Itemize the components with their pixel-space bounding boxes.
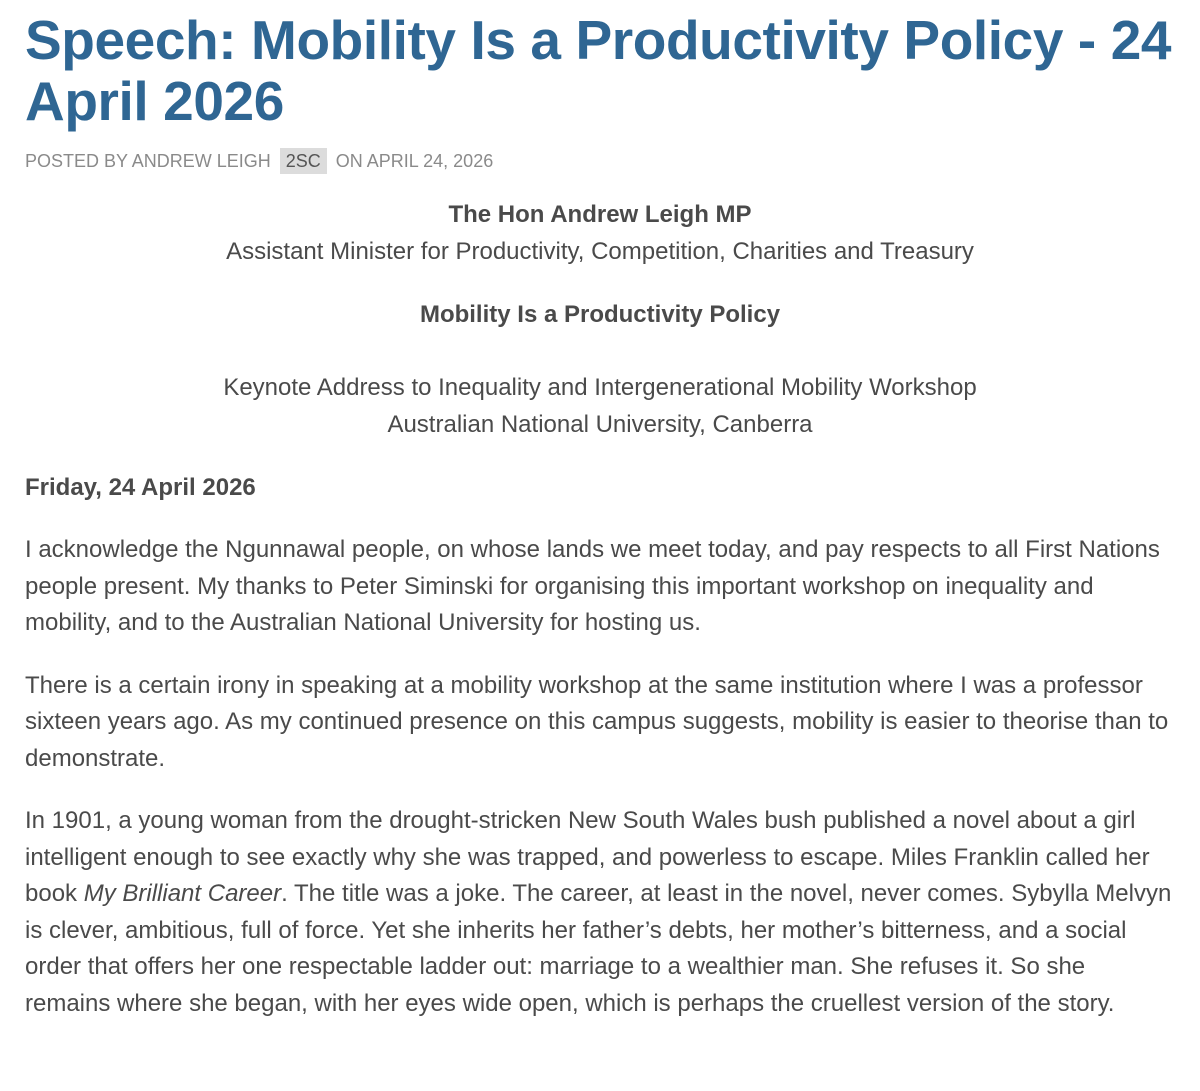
venue-line-2: Australian National University, Canberra (387, 411, 813, 438)
page-title: Speech: Mobility Is a Productivity Policy - 24 April 2026 (25, 9, 1172, 132)
speaker-role: Assistant Minister for Productivity, Competition, Charities and Treasury (226, 238, 974, 265)
paragraph-irony: There is a certain irony in speaking at a mobility workshop at the same institution where I was a professor sixteen years ago. As my continued presence on this campus suggests, mobility is easier to theorise than to demonstrate. (25, 671, 1169, 772)
venue-block (25, 369, 1175, 443)
author-tag-badge[interactable]: 2SC (280, 148, 327, 174)
post-meta (25, 148, 1175, 174)
speech-title: Mobility Is a Productivity Policy (419, 301, 781, 328)
venue-line-1: Keynote Address to Inequality and Intergenerational Mobility Workshop (223, 374, 977, 401)
speaker-name: The Hon Andrew Leigh MP (448, 201, 752, 228)
posted-by: POSTED BY ANDREW LEIGH (25, 151, 271, 171)
post-date: ON APRIL 24, 2026 (335, 151, 494, 171)
speech-dateline: Friday, 24 April 2026 (25, 474, 256, 501)
paragraph-acknowledgement: I acknowledge the Ngunnawal people, on whose lands we meet today, and pay respects to all First Nations people present. My thanks to Peter Siminski for organising this important workshop on inequality and mobility, and to the Australian National University for hosting us. (25, 536, 1160, 636)
speaker-block (25, 196, 1175, 270)
paragraph-miles-franklin (25, 803, 1175, 1022)
paragraph-text-before: In 1901, a young woman from the drought-stricken New South Wales bush published a novel about a girl intelligent enough to see exactly why she was trapped, and powerless to escape. Miles Franklin called her book (25, 807, 1150, 907)
paragraph-text-after: . The title was a joke. The career, at least in the novel, never comes. Sybylla Melvyn is clever, ambitious, full of force. Yet she inherits her father’s debts, her mother’s bitterness, and a social order that offers her one respectable ladder out: marriage to a wealthier man. She refuses it. So she remains where she began, with her eyes wide open, which is perhaps the cruellest version of the story. (25, 880, 1172, 1017)
speech-title-block (25, 296, 1175, 333)
book-title: My Brilliant Career (83, 880, 282, 907)
